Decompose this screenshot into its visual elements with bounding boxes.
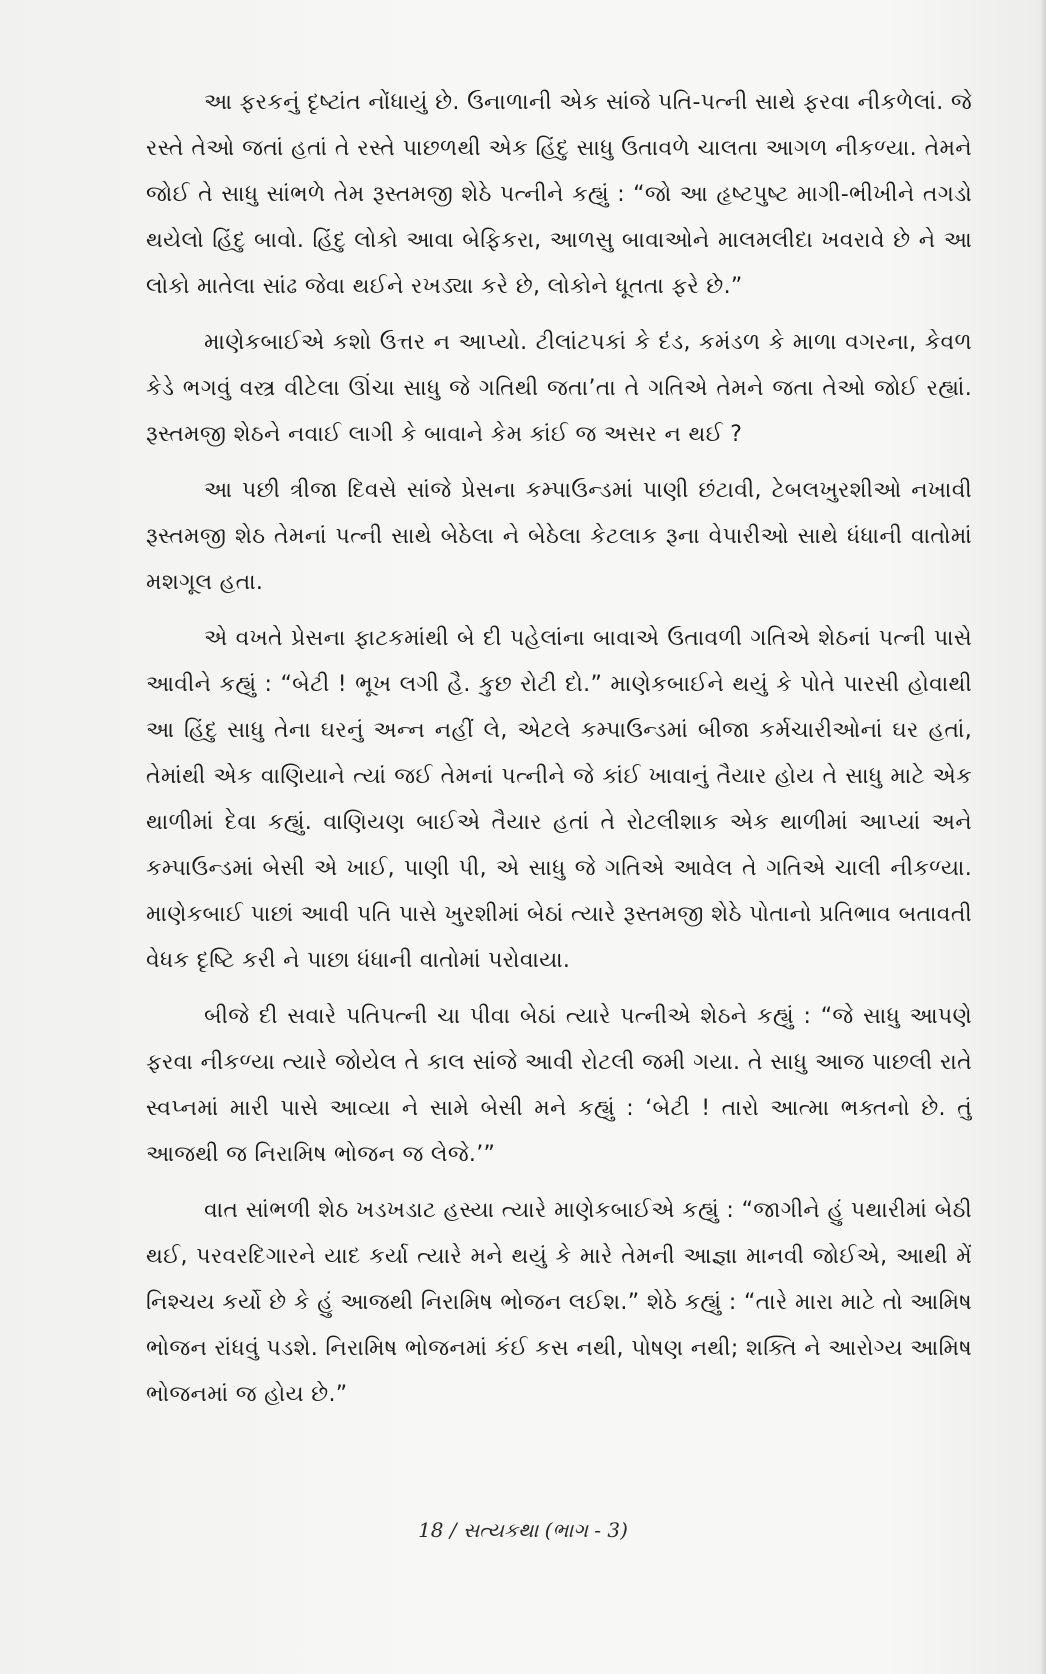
body-text	[146, 80, 972, 1428]
paragraph-1: આ ફરકનું દૃષ્ટાંત નોંધાયું છે. ઉનાળાની એક સાંજે પતિ-પત્ની સાથે ફરવા નીકળેલાં. જે રસ્તે તેઓ જતાં હતાં તે રસ્તે પાછળથી એક હિંદુ સાધુ ઉતાવળે ચાલતા આગળ નીકળ્યા. તેમને જોઈ તે સાધુ સાંભળે તેમ રૂસ્તમજી શેઠે પત્નીને કહ્યું : “જો આ હૃષ્ટપુષ્ટ માગી-ભીખીને તગડો થયેલો હિંદુ બાવો. હિંદુ લોકો આવા બેફિકરા, આળસુ બાવાઓને માલમલીદા ખવરાવે છે ને આ લોકો માતેલા સાંઢ જેવા થઈને રખડ્યા કરે છે, લોકોને ધૂતતા ફરે છે.”	[146, 90, 972, 299]
page-footer: 18 / સત્યકથા (ભાગ - 3)	[418, 1518, 628, 1542]
paragraph-4: એ વખતે પ્રેસના ફાટકમાંથી બે દી પહેલાંના બાવાએ ઉતાવળી ગતિએ શેઠનાં પત્ની પાસે આવીને કહ્યું : “બેટી ! ભૂખ લગી હૈ. કુછ રોટી દો.” માણેકબાઈને થયું કે પોતે પારસી હોવાથી આ હિંદુ સાધુ તેના ઘરનું અન્ન નહીં લે, એટલે કમ્પાઉન્ડમાં બીજા કર્મચારીઓનાં ઘર હતાં, તેમાંથી એક વાણિયાને ત્યાં જઈ તેમનાં પત્નીને જે કાંઈ ખાવાનું તૈયાર હોય તે સાધુ માટે એક થાળીમાં દેવા કહ્યું. વાણિયણ બાઈએ તૈયાર હતાં તે રોટલીશાક એક થાળીમાં આપ્યાં અને કમ્પાઉન્ડમાં બેસી એ ખાઈ, પાણી પી, એ સાધુ જે ગતિએ આવેલ તે ગતિએ ચાલી નીકળ્યા. માણેકબાઈ પાછાં આવી પતિ પાસે ખુરશીમાં બેઠાં ત્યારે રૂસ્તમજી શેઠે પોતાનો પ્રતિભાવ બતાવતી વેધક દૃષ્ટિ કરી ને પાછા ધંધાની વાતોમાં પરોવાયા.	[146, 626, 972, 973]
paragraph-6: વાત સાંભળી શેઠ ખડખડાટ હસ્યા ત્યારે માણેકબાઈએ કહ્યું : “જાગીને હું પથારીમાં બેઠી થઈ, પરવરદિગારને યાદ કર્યા ત્યારે મને થયું કે મારે તેમની આજ્ઞા માનવી જોઈએ, આથી મેં નિશ્ચય કર્યો છે કે હું આજથી નિરામિષ ભોજન લઈશ.” શેઠે કહ્યું : “તારે મારા માટે તો આમિષ ભોજન રાંધવું પડશે. નિરામિષ ભોજનમાં કંઈ કસ નથી, પોષણ નથી; શક્તિ ને આરોગ્ય આમિષ ભોજનમાં જ હોય છે.”	[146, 1198, 972, 1407]
paragraph-3: આ પછી ત્રીજા દિવસે સાંજે પ્રેસના કમ્પાઉન્ડમાં પાણી છંટાવી, ટેબલખુરશીઓ નખાવી રૂસ્તમજી શેઠ તેમનાં પત્ની સાથે બેઠેલા ને બેઠેલા કેટલાક રૂના વેપારીઓ સાથે ધંધાની વાતોમાં મશગૂલ હતા.	[146, 478, 972, 595]
paragraph-5: બીજે દી સવારે પતિપત્ની ચા પીવા બેઠાં ત્યારે પત્નીએ શેઠને કહ્યું : “જે સાધુ આપણે ફરવા નીકળ્યા ત્યારે જોયેલ તે કાલ સાંજે આવી રોટલી જમી ગયા. તે સાધુ આજ પાછલી રાતે સ્વપ્નમાં મારી પાસે આવ્યા ને સામે બેસી મને કહ્યું : ‘બેટી ! તારો આત્મા ભક્તનો છે. તું આજથી જ નિરામિષ ભોજન જ લેજે.’”	[146, 1004, 972, 1167]
page-edge-shadow	[1040, 0, 1046, 1674]
paragraph-2: માણેકબાઈએ કશો ઉત્તર ન આપ્યો. ટીલાંટપકાં કે દંડ, કમંડળ કે માળા વગરના, કેવળ કેડે ભગવું વસ્ત્ર વીટેલા ઊંચા સાધુ જે ગતિથી જતા’તા તે ગતિએ તેમને જતા તેઓ જોઈ રહ્યાં. રૂસ્તમજી શેઠને નવાઈ લાગી કે બાવાને કેમ કાંઈ જ અસર ન થઈ ?	[146, 330, 972, 447]
